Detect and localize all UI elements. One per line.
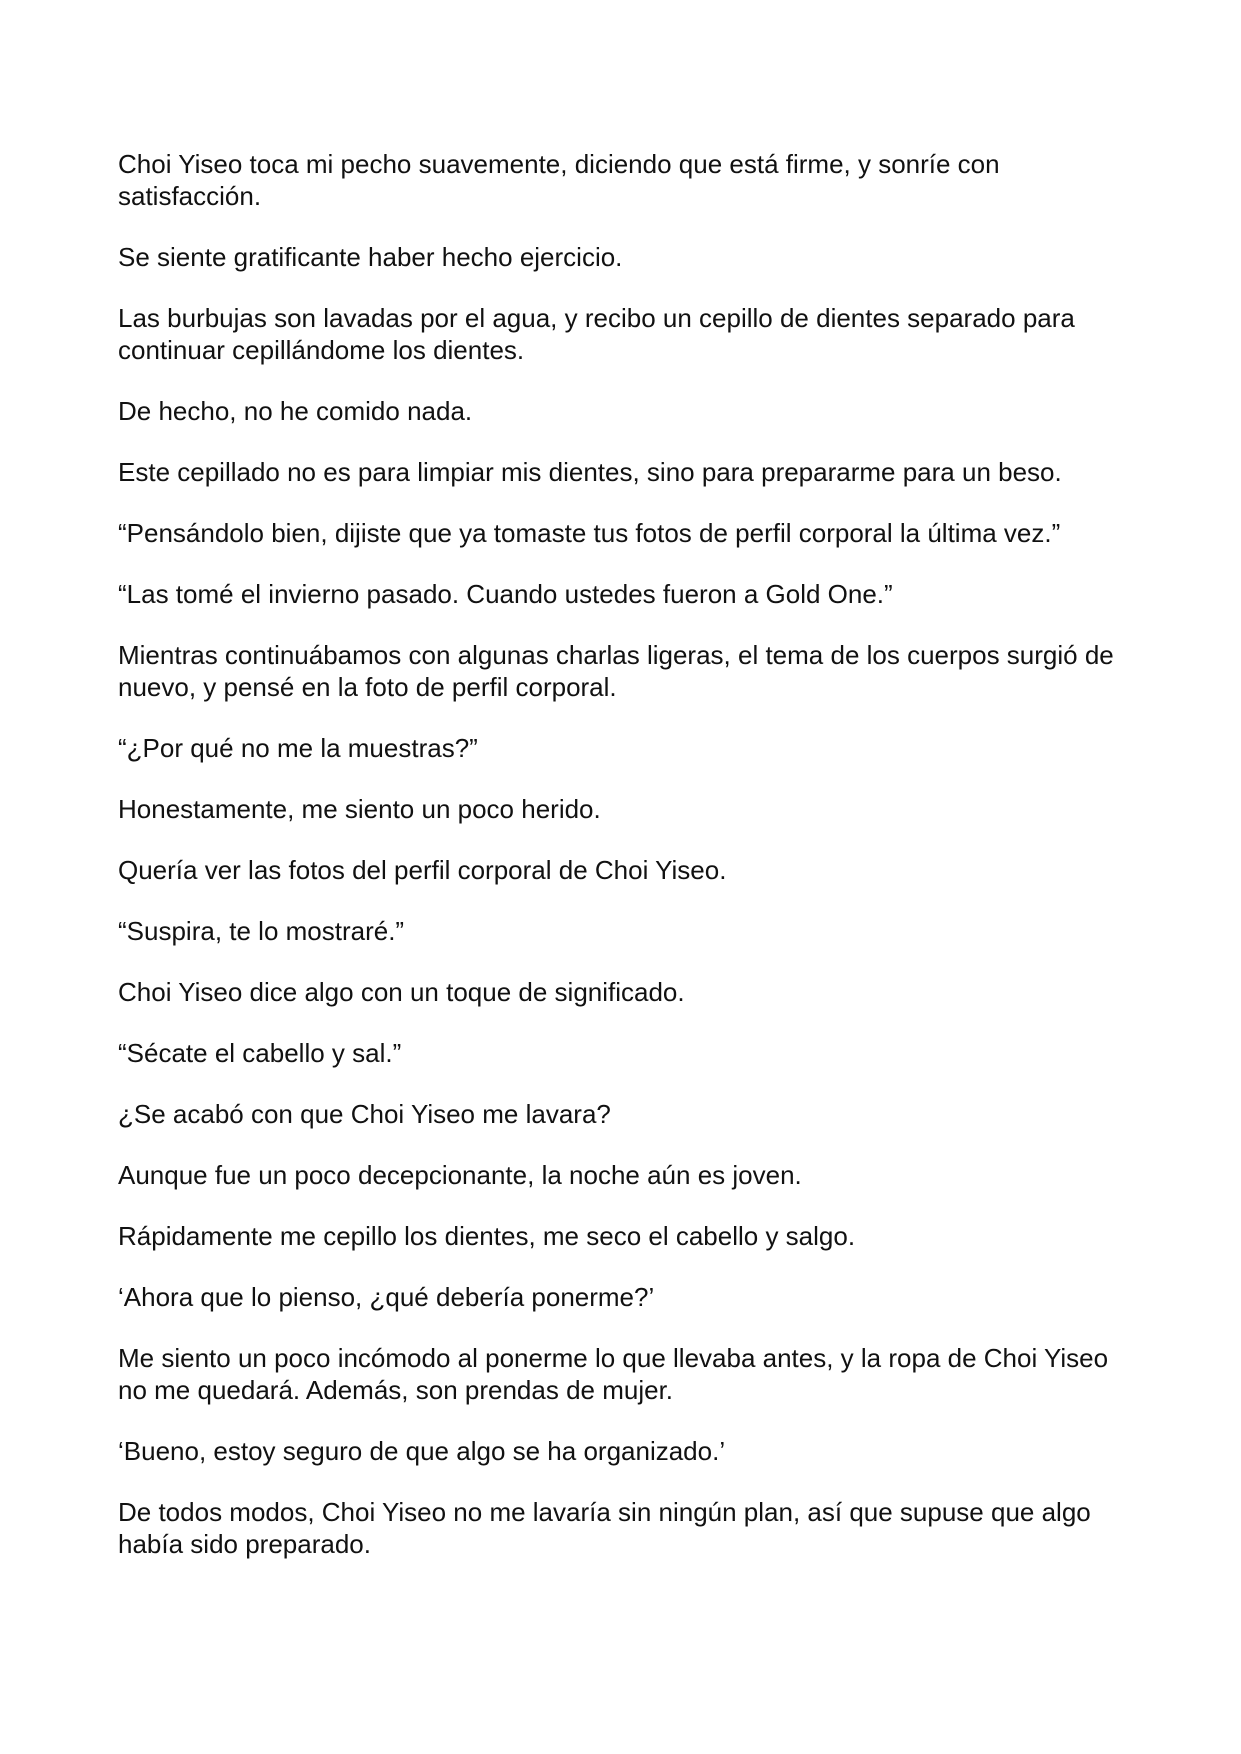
- paragraph: Rápidamente me cepillo los dientes, me seco el cabello y salgo.: [118, 1221, 856, 1251]
- paragraph: Este cepillado no es para limpiar mis dientes, sino para prepararme para un beso.: [118, 457, 1062, 487]
- paragraph: Quería ver las fotos del perfil corporal de Choi Yiseo.: [118, 855, 727, 885]
- paragraph: “Pensándolo bien, dijiste que ya tomaste tus fotos de perfil corporal la última vez.”: [118, 518, 1061, 548]
- paragraph: Honestamente, me siento un poco herido.: [118, 794, 601, 824]
- paragraph: “¿Por qué no me la muestras?”: [118, 733, 478, 763]
- paragraph: “Suspira, te lo mostraré.”: [118, 916, 405, 946]
- paragraph: ‘Bueno, estoy seguro de que algo se ha organizado.’: [118, 1436, 726, 1466]
- paragraph: Choi Yiseo dice algo con un toque de significado.: [118, 977, 685, 1007]
- document-body: [118, 148, 1128, 1589]
- paragraph: “Sécate el cabello y sal.”: [118, 1038, 402, 1068]
- paragraph: ¿Se acabó con que Choi Yiseo me lavara?: [118, 1099, 611, 1129]
- paragraph: Se siente gratificante haber hecho ejercicio.: [118, 242, 623, 272]
- paragraph: Mientras continuábamos con algunas charlas ligeras, el tema de los cuerpos surgió de nuevo, y pensé en la foto de perfil corporal.: [118, 640, 1114, 702]
- paragraph: Choi Yiseo toca mi pecho suavemente, diciendo que está firme, y sonríe con satisfacción.: [118, 149, 1000, 211]
- paragraph: ‘Ahora que lo pienso, ¿qué debería ponerme?’: [118, 1282, 655, 1312]
- paragraph: Las burbujas son lavadas por el agua, y recibo un cepillo de dientes separado para continuar cepillándome los dientes.: [118, 303, 1075, 365]
- paragraph: “Las tomé el invierno pasado. Cuando ustedes fueron a Gold One.”: [118, 579, 893, 609]
- paragraph: De hecho, no he comido nada.: [118, 396, 473, 426]
- paragraph: De todos modos, Choi Yiseo no me lavaría sin ningún plan, así que supuse que algo había sido preparado.: [118, 1497, 1091, 1559]
- paragraph: Aunque fue un poco decepcionante, la noche aún es joven.: [118, 1160, 802, 1190]
- paragraph: Me siento un poco incómodo al ponerme lo que llevaba antes, y la ropa de Choi Yiseo no me quedará. Además, son prendas de mujer.: [118, 1343, 1109, 1405]
